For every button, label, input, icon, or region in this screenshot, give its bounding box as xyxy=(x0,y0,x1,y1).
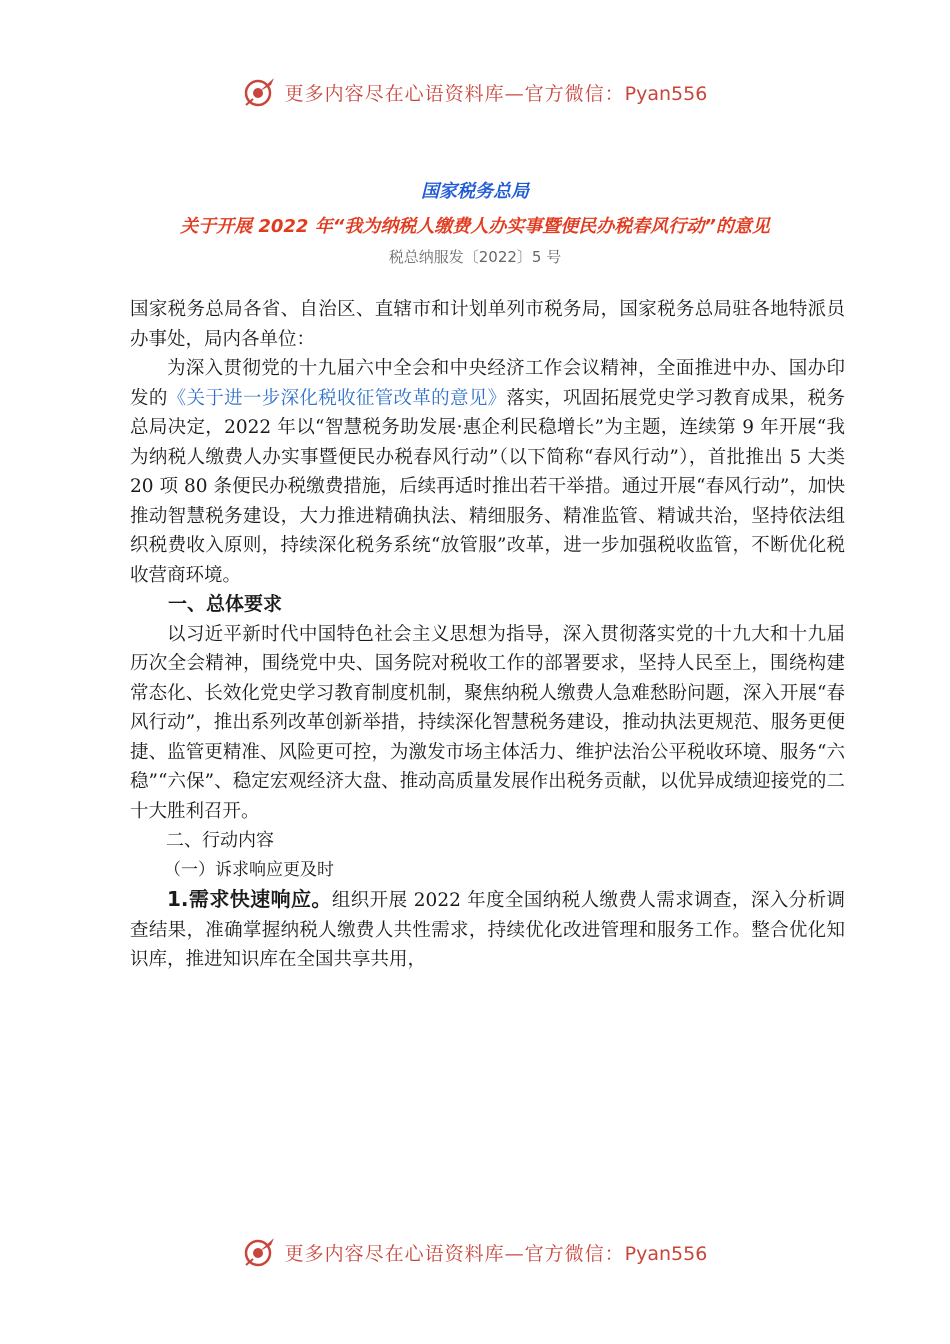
intro-text-b: 落实，巩固拓展党史学习教育成果，税务总局决定，2022 年以“智慧税务助发展·惠企利民稳增长”为主题，连续第 9 年开展“我为纳税人缴费人办实事暨便民办税春风行动”（以下简称“春风行动”），首批推出 5 大类 20 项 80 条便民办税缴费措施，后续再适时推出若干举措。通过开展“春风行动”，加快推动智慧税务建设，大力推进精确执法、精细服务、精准监管、精诚共治，坚持依法组织税费收入原则，持续深化税务系统“放管服”改革，进一步加强税收监管，不断优化税收营商环境。 xyxy=(130,387,845,586)
quill-logo-icon xyxy=(243,75,277,109)
item-1-text: 组织开展 2022 年度全国纳税人缴费人需求调查，深入分析调查结果，准确掌握纳税人缴费人共性需求，持续优化改进管理和服务工作。整合优化知识库，推进知识库在全国共享共用， xyxy=(130,890,845,970)
watermark-bottom xyxy=(0,1232,950,1272)
intro-text-a: 为深入贯彻党的十九届六中全会和中央经济工作会议精神，全面推进中办、国办印发的 xyxy=(130,358,845,409)
watermark-top xyxy=(0,72,950,112)
issuer-title: 国家税务总局 xyxy=(421,181,529,202)
section-heading-actions: 二、行动内容 xyxy=(166,830,274,851)
paragraph-item-1 xyxy=(130,885,845,975)
paragraph-intro xyxy=(130,354,845,590)
watermark-wechat-id: Pyan556 xyxy=(624,82,708,105)
watermark-text: 更多内容尽在心语资料库—官方微信：Pyan556 xyxy=(284,82,708,105)
document-body xyxy=(130,295,845,975)
subsection-heading: （一）诉求响应更及时 xyxy=(164,859,334,880)
paragraph-general-requirements: 以习近平新时代中国特色社会主义思想为指导，深入贯彻落实党的十九大和十九届历次全会精神，围绕党中央、国务院对税收工作的部署要求，坚持人民至上，围绕构建常态化、长效化党史学习教育制度机制，聚焦纳税人缴费人急难愁盼问题，深入开展“春风行动”，推出系列改革创新举措，持续深化智慧税务建设，推动执法更规范、服务更便捷、监管更精准、风险更可控，为激发市场主体活力、维护法治公平税收环境、服务“六稳”“六保”、稳定宏观经济大盘、推动高质量发展作出税务贡献，以优异成绩迎接党的二十大胜利召开。 xyxy=(130,623,845,822)
document-number: 税总纳服发〔2022〕5 号 xyxy=(388,248,562,266)
salutation: 国家税务总局各省、自治区、直辖市和计划单列市税务局，国家税务总局驻各地特派员办事处，局内各单位： xyxy=(130,299,845,350)
watermark-wechat-id: Pyan556 xyxy=(624,1242,708,1265)
section-heading-general: 一、总体要求 xyxy=(168,593,283,615)
policy-link[interactable]: 《关于进一步深化税收征管改革的意见》 xyxy=(167,387,507,409)
document-title: 关于开展 2022 年“我为纳税人缴费人办实事暨便民办税春风行动”的意见 xyxy=(180,216,770,237)
watermark-text: 更多内容尽在心语资料库—官方微信：Pyan556 xyxy=(284,1242,708,1265)
quill-logo-icon xyxy=(243,1235,277,1269)
item-1-lead: 1.需求快速响应。 xyxy=(167,887,332,911)
